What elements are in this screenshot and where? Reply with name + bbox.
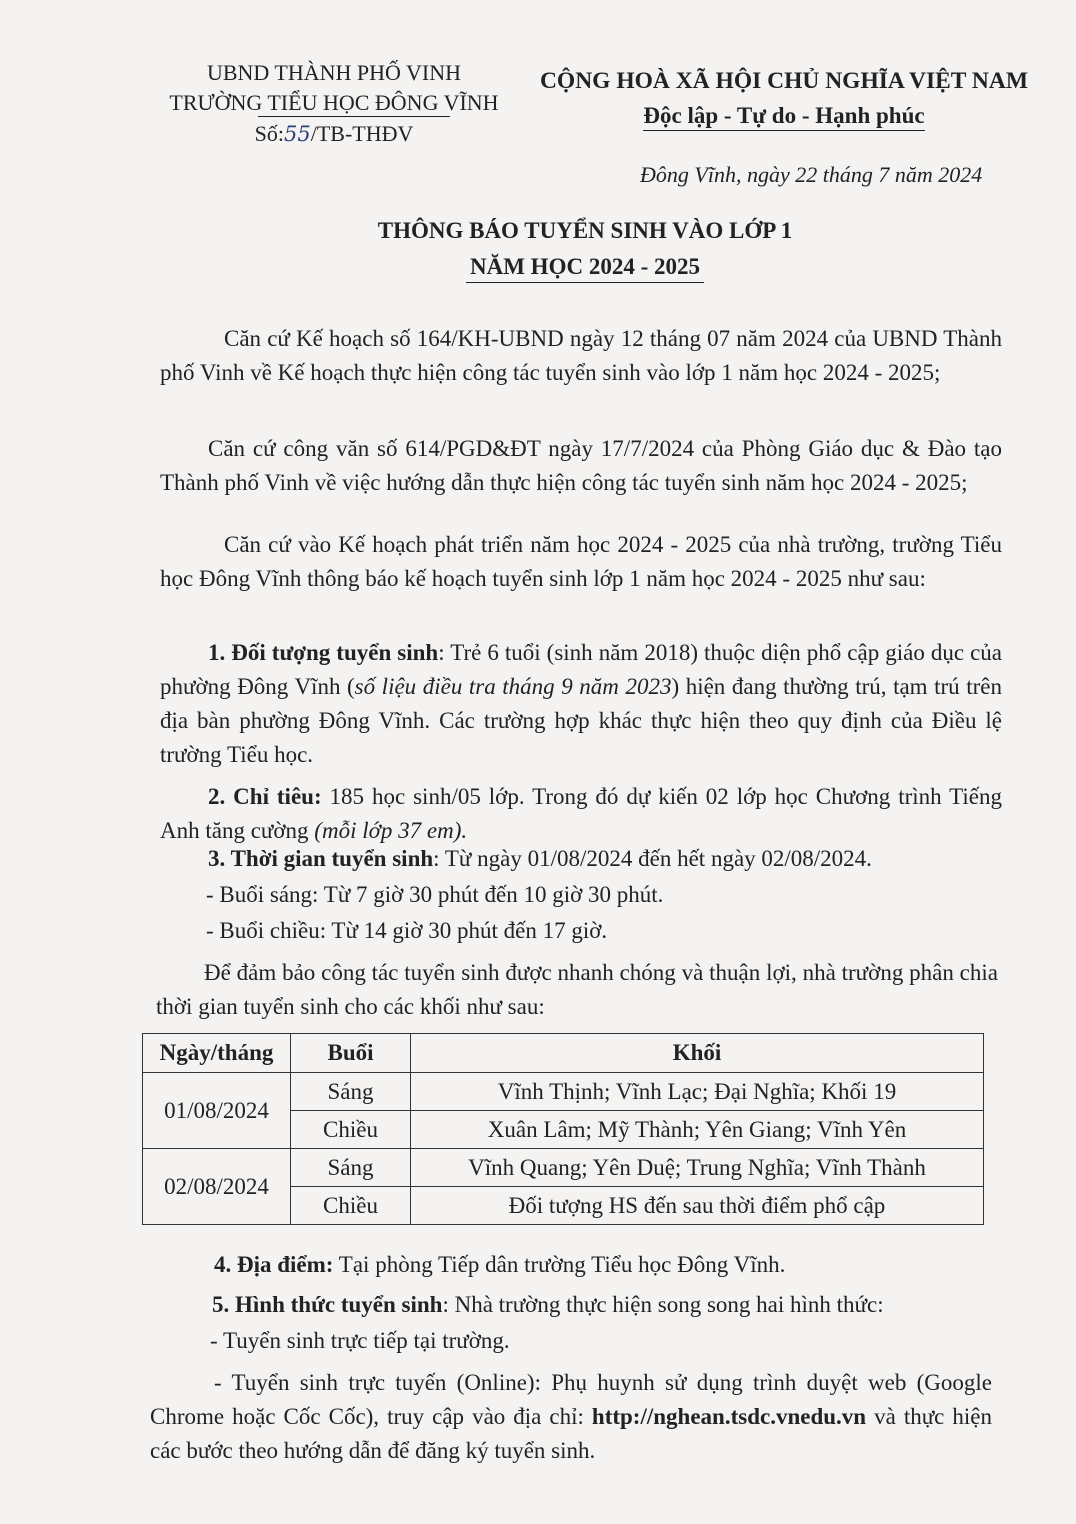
section-1-text-b: ) hiện đang thường trú, tạm trú trên địa bàn phường Đông Vĩnh. Các trường hợp khác thực hiện theo quy định của Điều lệ trường Tiểu học. bbox=[160, 674, 1002, 767]
section-2-paragraph bbox=[160, 780, 1002, 848]
table-row bbox=[143, 1073, 984, 1111]
document-number bbox=[150, 123, 518, 153]
section-3-heading: 3. Thời gian tuyển sinh bbox=[208, 846, 434, 871]
preamble-1 bbox=[160, 322, 1002, 390]
motto-text: Độc lập - Tự do - Hạnh phúc bbox=[643, 103, 924, 131]
authority-name: UBND THÀNH PHỐ VINH bbox=[206, 60, 462, 85]
preamble-2-text: Căn cứ công văn số 614/PGD&ĐT ngày 17/7/2024 của Phòng Giáo dục & Đào tạo Thành phố Vinh về việc hướng dẫn thực hiện công tác tuyển sinh năm học 2024 - 2025; bbox=[160, 436, 1002, 495]
online-text-a: - Tuyển sinh trực tuyến (Online): Phụ huynh sử dụng trình duyệt web (Google Chrome hoặc Cốc Cốc), truy cập vào địa chỉ: bbox=[150, 1370, 992, 1429]
country-name: CỘNG HOÀ XÃ HỘI CHỦ NGHĨA VIỆT NAM bbox=[539, 68, 1029, 94]
section-1-paragraph bbox=[160, 636, 1002, 772]
section-1-heading: 1. Đối tượng tuyển sinh bbox=[208, 640, 439, 665]
school-name bbox=[169, 92, 498, 115]
section-2 bbox=[160, 780, 1002, 848]
groups-cell: Xuân Lâm; Mỹ Thành; Yên Giang; Vĩnh Yên bbox=[411, 1111, 984, 1149]
schedule-intro bbox=[156, 956, 998, 1024]
school-name-text: TRƯỜNG TIỂU HỌC ĐÔNG VĨNH bbox=[169, 90, 499, 115]
section-3-line bbox=[208, 846, 872, 872]
preamble-3 bbox=[160, 528, 1002, 596]
section-1-italic: số liệu điều tra tháng 9 năm 2023 bbox=[354, 674, 672, 699]
session-cell: Chiều bbox=[291, 1187, 411, 1225]
session-cell: Sáng bbox=[291, 1149, 411, 1187]
groups-cell: Vĩnh Thịnh; Vĩnh Lạc; Đại Nghĩa; Khối 19 bbox=[411, 1073, 984, 1111]
section-2-text: 185 học sinh/05 lớp. Trong đó dự kiến 02 lớp học Chương trình Tiếng Anh tăng cường bbox=[160, 784, 1002, 843]
document-title: THÔNG BÁO TUYỂN SINH VÀO LỚP 1 bbox=[377, 218, 793, 243]
handwritten-number: 55 bbox=[283, 122, 311, 146]
table-header-row bbox=[143, 1034, 984, 1073]
section-5-text: : Nhà trường thực hiện song song hai hình thức: bbox=[442, 1292, 884, 1317]
online-enrollment-text bbox=[150, 1366, 992, 1468]
preamble-2 bbox=[160, 432, 1002, 500]
section-3-text: : Từ ngày 01/08/2024 đến hết ngày 02/08/2024. bbox=[433, 846, 872, 871]
section-4-heading: 4. Địa điểm: bbox=[214, 1252, 334, 1277]
groups-cell: Vĩnh Quang; Yên Duệ; Trung Nghĩa; Vĩnh Thành bbox=[411, 1149, 984, 1187]
date-cell: 02/08/2024 bbox=[143, 1149, 291, 1225]
section-5 bbox=[212, 1292, 884, 1318]
enrollment-url-link[interactable]: http://nghean.tsdc.vnedu.vn bbox=[591, 1404, 867, 1429]
direct-enrollment: - Tuyển sinh trực tiếp tại trường. bbox=[210, 1328, 510, 1353]
school-year: NĂM HỌC 2024 - 2025 bbox=[466, 254, 704, 283]
online-text-b: và thực hiện các bước theo hướng dẫn để đăng ký tuyển sinh. bbox=[150, 1404, 992, 1463]
section-4 bbox=[214, 1252, 785, 1278]
school-name-underline bbox=[258, 116, 450, 117]
date-cell: 01/08/2024 bbox=[143, 1073, 291, 1149]
section-1-text-a: : Trẻ 6 tuổi (sinh năm 2018) thuộc diện phổ cập giáo dục của phường Đông Vĩnh ( bbox=[160, 640, 1002, 699]
national-motto bbox=[536, 68, 1032, 129]
number-prefix: Số: bbox=[254, 121, 284, 146]
section-5-heading: 5. Hình thức tuyển sinh bbox=[212, 1292, 443, 1317]
column-header-date: Ngày/tháng bbox=[143, 1034, 291, 1073]
date-line: Đông Vĩnh, ngày 22 tháng 7 năm 2024 bbox=[640, 162, 983, 187]
schedule-table bbox=[142, 1033, 984, 1225]
section-1 bbox=[160, 636, 1002, 772]
section-4-text: Tại phòng Tiếp dân trường Tiểu học Đông Vĩnh. bbox=[333, 1252, 786, 1277]
online-enrollment bbox=[150, 1366, 992, 1468]
groups-cell: Đối tượng HS đến sau thời điểm phổ cập bbox=[411, 1187, 984, 1225]
document-subtitle bbox=[120, 254, 1050, 280]
preamble-1-text: Căn cứ Kế hoạch số 164/KH-UBND ngày 12 tháng 07 năm 2024 của UBND Thành phố Vinh về Kế hoạch thực hiện công tác tuyển sinh vào lớp 1 năm học 2024 - 2025; bbox=[160, 326, 1002, 385]
column-header-groups: Khối bbox=[411, 1034, 984, 1073]
morning-hours: - Buổi sáng: Từ 7 giờ 30 phút đến 10 giờ 30 phút. bbox=[206, 882, 664, 907]
section-2-heading: 2. Chỉ tiêu: bbox=[208, 784, 322, 809]
schedule-intro-text: Để đảm bảo công tác tuyển sinh được nhanh chóng và thuận lợi, nhà trường phân chia thời gian tuyển sinh cho các khối như sau: bbox=[156, 960, 998, 1019]
afternoon-hours: - Buổi chiều: Từ 14 giờ 30 phút đến 17 giờ. bbox=[206, 918, 608, 943]
number-suffix: /TB-THĐV bbox=[310, 121, 414, 146]
column-header-session: Buổi bbox=[291, 1034, 411, 1073]
section-2-italic: (mỗi lớp 37 em). bbox=[314, 818, 468, 843]
issuing-authority bbox=[150, 62, 518, 153]
session-cell: Chiều bbox=[291, 1111, 411, 1149]
motto bbox=[536, 103, 1032, 129]
table-row bbox=[143, 1149, 984, 1187]
preamble-3-text: Căn cứ vào Kế hoạch phát triển năm học 2024 - 2025 của nhà trường, trường Tiểu học Đông Vĩnh thông báo kế hoạch tuyển sinh lớp 1 năm học 2024 - 2025 như sau: bbox=[160, 532, 1002, 591]
session-cell: Sáng bbox=[291, 1073, 411, 1111]
